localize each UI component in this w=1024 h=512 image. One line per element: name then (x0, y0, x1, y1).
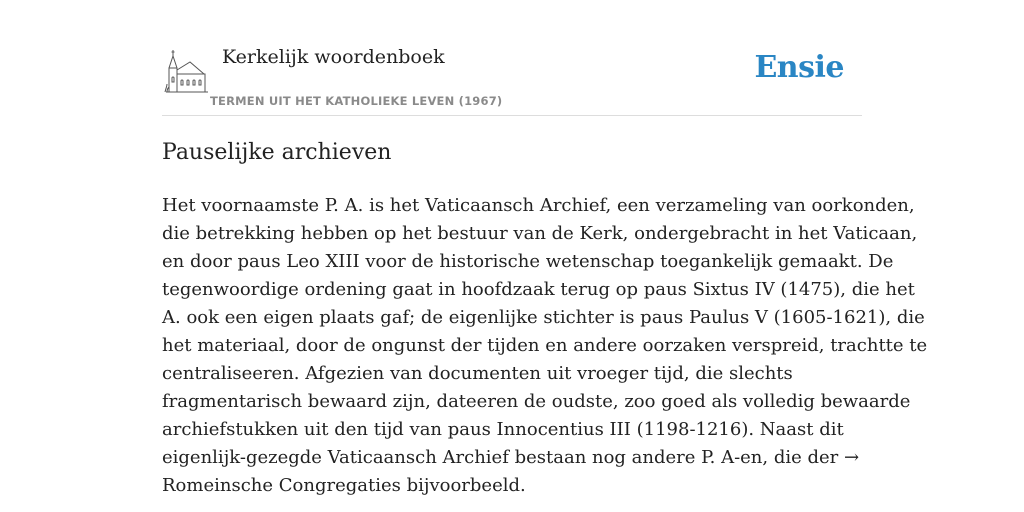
ensie-logo-link[interactable]: Ensie (754, 50, 844, 85)
entry-line: archiefstukken uit den tijd van paus Innocentius III (1198-1216). Naast dit (162, 419, 844, 440)
entry-line: tegenwoordige ordening gaat in hoofdzaak terug op paus Sixtus IV (1475), die het (162, 279, 915, 300)
entry-line: A. ook een eigen plaats gaf; de eigenlijke stichter is paus Paulus V (1605-1621), die (162, 307, 925, 328)
site-header (162, 40, 862, 116)
entry-line: het materiaal, door de ongunst der tijden en andere oorzaken verspreid, trachtte te (162, 335, 928, 356)
entry-body (162, 192, 928, 500)
church-icon (164, 48, 208, 96)
crossref-link[interactable]: Romeinsche Congregaties bijvoorbeeld. (162, 475, 526, 496)
entry-line: Het voornaamste P. A. is het Vaticaansch Archief, een verzameling van oorkonden, (162, 195, 915, 216)
entry-line: en door paus Leo XIII voor de historische wetenschap toegankelijk gemaakt. De (162, 251, 894, 272)
entry-line-with-crossref[interactable]: eigenlijk-gezegde Vaticaansch Archief bestaan nog andere P. A-en, die der → (162, 447, 860, 468)
entry-title: Pauselijke archieven (162, 140, 392, 165)
entry-line: die betrekking hebben op het bestuur van de Kerk, ondergebracht in het Vaticaan, (162, 223, 918, 244)
entry-line: centraliseeren. Afgezien van documenten uit vroeger tijd, die slechts (162, 363, 793, 384)
entry-line: fragmentarisch bewaard zijn, dateeren de oudste, zoo goed als volledig bewaarde (162, 391, 911, 412)
dictionary-title[interactable]: Kerkelijk woordenboek (222, 46, 445, 68)
dictionary-subtitle: TERMEN UIT HET KATHOLIEKE LEVEN (1967) (210, 94, 503, 108)
